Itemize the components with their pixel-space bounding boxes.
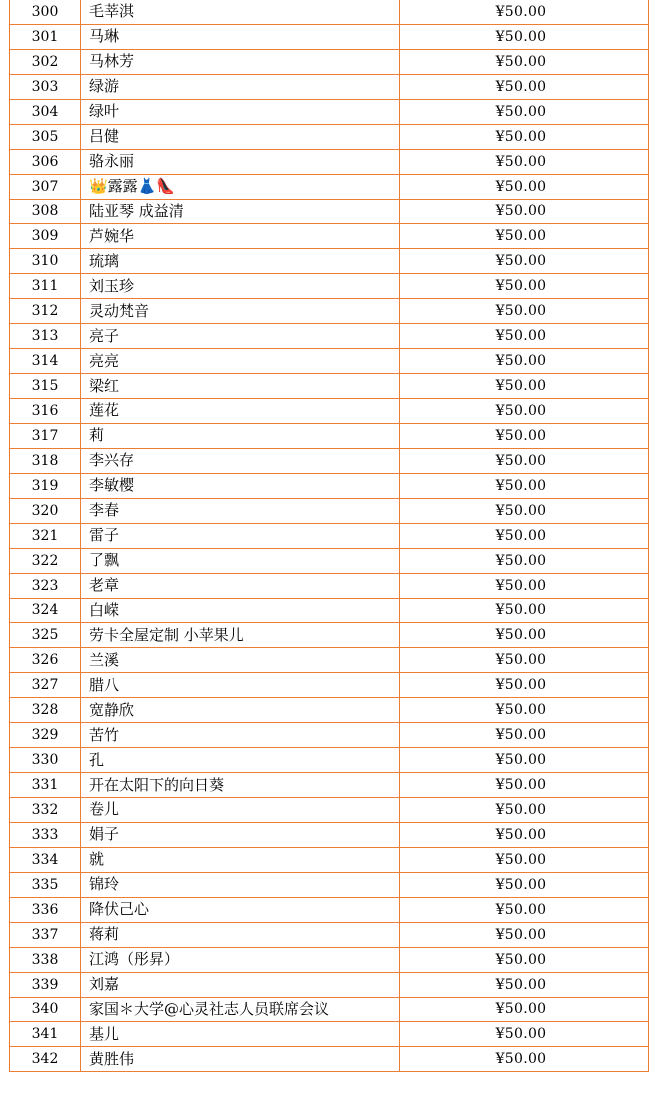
donor-name-cell: 吕健 <box>81 124 400 149</box>
table-row <box>10 847 649 872</box>
amount-cell: ¥50.00 <box>400 573 649 598</box>
donor-name-cell: 马琳 <box>81 24 400 49</box>
table-row <box>10 523 649 548</box>
row-number-cell: 311 <box>10 274 81 299</box>
row-number-cell: 328 <box>10 698 81 723</box>
amount-cell: ¥50.00 <box>400 124 649 149</box>
row-number-cell: 307 <box>10 174 81 199</box>
donor-name-cell: 降伏己心 <box>81 897 400 922</box>
row-number-cell: 323 <box>10 573 81 598</box>
table-row <box>10 623 649 648</box>
donor-name-cell: 家国＊大学@心灵社志人员联席会议 <box>81 997 400 1022</box>
row-number-cell: 342 <box>10 1047 81 1072</box>
table-row <box>10 798 649 823</box>
donor-name-cell: 卷儿 <box>81 798 400 823</box>
donor-name-cell: 亮子 <box>81 324 400 349</box>
amount-cell: ¥50.00 <box>400 798 649 823</box>
amount-cell: ¥50.00 <box>400 349 649 374</box>
table-row <box>10 698 649 723</box>
table-row <box>10 224 649 249</box>
row-number-cell: 337 <box>10 922 81 947</box>
donor-name-cell: 兰溪 <box>81 648 400 673</box>
table-row <box>10 723 649 748</box>
table-row <box>10 1022 649 1047</box>
donor-name-cell: 苦竹 <box>81 723 400 748</box>
table-row <box>10 673 649 698</box>
amount-cell: ¥50.00 <box>400 947 649 972</box>
donor-name-cell: 亮亮 <box>81 349 400 374</box>
donor-name-cell: 锦玲 <box>81 872 400 897</box>
row-number-cell: 312 <box>10 299 81 324</box>
amount-cell: ¥50.00 <box>400 847 649 872</box>
donor-name-cell: 绿游 <box>81 74 400 99</box>
amount-cell: ¥50.00 <box>400 822 649 847</box>
amount-cell: ¥50.00 <box>400 523 649 548</box>
donor-name-cell: 了飘 <box>81 548 400 573</box>
row-number-cell: 314 <box>10 349 81 374</box>
amount-cell: ¥50.00 <box>400 324 649 349</box>
amount-cell: ¥50.00 <box>400 698 649 723</box>
row-number-cell: 331 <box>10 773 81 798</box>
table-row <box>10 99 649 124</box>
donor-name-cell: 李兴存 <box>81 448 400 473</box>
donor-name-cell: 李敏樱 <box>81 473 400 498</box>
amount-cell: ¥50.00 <box>400 773 649 798</box>
amount-cell: ¥50.00 <box>400 623 649 648</box>
amount-cell: ¥50.00 <box>400 0 649 24</box>
amount-cell: ¥50.00 <box>400 448 649 473</box>
amount-cell: ¥50.00 <box>400 1022 649 1047</box>
row-number-cell: 308 <box>10 199 81 224</box>
amount-cell: ¥50.00 <box>400 972 649 997</box>
row-number-cell: 339 <box>10 972 81 997</box>
table-row <box>10 174 649 199</box>
row-number-cell: 310 <box>10 249 81 274</box>
row-number-cell: 300 <box>10 0 81 24</box>
donor-name-cell: 马林芳 <box>81 49 400 74</box>
row-number-cell: 329 <box>10 723 81 748</box>
amount-cell: ¥50.00 <box>400 149 649 174</box>
amount-cell: ¥50.00 <box>400 498 649 523</box>
donor-name-cell: 江鸿（彤昇） <box>81 947 400 972</box>
row-number-cell: 340 <box>10 997 81 1022</box>
donor-name-cell: 刘嘉 <box>81 972 400 997</box>
donation-table <box>9 0 649 1072</box>
amount-cell: ¥50.00 <box>400 423 649 448</box>
row-number-cell: 306 <box>10 149 81 174</box>
table-row <box>10 448 649 473</box>
donor-name-cell: 孔 <box>81 748 400 773</box>
amount-cell: ¥50.00 <box>400 997 649 1022</box>
row-number-cell: 318 <box>10 448 81 473</box>
amount-cell: ¥50.00 <box>400 548 649 573</box>
table-row <box>10 249 649 274</box>
row-number-cell: 332 <box>10 798 81 823</box>
amount-cell: ¥50.00 <box>400 473 649 498</box>
table-row <box>10 947 649 972</box>
table-row <box>10 872 649 897</box>
amount-cell: ¥50.00 <box>400 399 649 424</box>
donor-name-cell: 白嵘 <box>81 598 400 623</box>
donor-name-cell: 芦婉华 <box>81 224 400 249</box>
row-number-cell: 316 <box>10 399 81 424</box>
donor-name-cell: 黄胜伟 <box>81 1047 400 1072</box>
amount-cell: ¥50.00 <box>400 49 649 74</box>
amount-cell: ¥50.00 <box>400 1047 649 1072</box>
table-row <box>10 149 649 174</box>
table-row <box>10 773 649 798</box>
table-row <box>10 423 649 448</box>
table-row <box>10 24 649 49</box>
row-number-cell: 313 <box>10 324 81 349</box>
row-number-cell: 338 <box>10 947 81 972</box>
row-number-cell: 303 <box>10 74 81 99</box>
row-number-cell: 333 <box>10 822 81 847</box>
donor-name-cell: 莉 <box>81 423 400 448</box>
amount-cell: ¥50.00 <box>400 648 649 673</box>
amount-cell: ¥50.00 <box>400 723 649 748</box>
donor-name-cell: 刘玉珍 <box>81 274 400 299</box>
amount-cell: ¥50.00 <box>400 99 649 124</box>
table-row <box>10 598 649 623</box>
amount-cell: ¥50.00 <box>400 274 649 299</box>
table-row <box>10 922 649 947</box>
row-number-cell: 324 <box>10 598 81 623</box>
table-row <box>10 822 649 847</box>
amount-cell: ¥50.00 <box>400 249 649 274</box>
table-row <box>10 399 649 424</box>
donor-name-cell: 梁红 <box>81 374 400 399</box>
amount-cell: ¥50.00 <box>400 872 649 897</box>
donor-name-cell: 雷子 <box>81 523 400 548</box>
donor-name-cell: 琉璃 <box>81 249 400 274</box>
row-number-cell: 317 <box>10 423 81 448</box>
table-row <box>10 124 649 149</box>
row-number-cell: 319 <box>10 473 81 498</box>
row-number-cell: 302 <box>10 49 81 74</box>
donor-name-cell: 老章 <box>81 573 400 598</box>
table-row <box>10 74 649 99</box>
donor-name-cell: 基儿 <box>81 1022 400 1047</box>
donor-name-cell: 👑露露👗👠 <box>81 174 400 199</box>
donor-name-cell: 莲花 <box>81 399 400 424</box>
row-number-cell: 322 <box>10 548 81 573</box>
row-number-cell: 325 <box>10 623 81 648</box>
amount-cell: ¥50.00 <box>400 174 649 199</box>
amount-cell: ¥50.00 <box>400 748 649 773</box>
row-number-cell: 309 <box>10 224 81 249</box>
table-row <box>10 972 649 997</box>
row-number-cell: 321 <box>10 523 81 548</box>
table-row <box>10 648 649 673</box>
donation-list-sheet <box>9 0 649 1072</box>
table-row <box>10 548 649 573</box>
table-row <box>10 1047 649 1072</box>
table-row <box>10 897 649 922</box>
donor-name-cell: 蒋莉 <box>81 922 400 947</box>
amount-cell: ¥50.00 <box>400 598 649 623</box>
donor-name-cell: 李春 <box>81 498 400 523</box>
donor-name-cell: 开在太阳下的向日葵 <box>81 773 400 798</box>
table-row <box>10 473 649 498</box>
row-number-cell: 304 <box>10 99 81 124</box>
donor-name-cell: 腊八 <box>81 673 400 698</box>
row-number-cell: 341 <box>10 1022 81 1047</box>
row-number-cell: 301 <box>10 24 81 49</box>
donor-name-cell: 陆亚琴 成益清 <box>81 199 400 224</box>
table-row <box>10 299 649 324</box>
donor-name-cell: 就 <box>81 847 400 872</box>
donor-name-cell: 灵动梵音 <box>81 299 400 324</box>
donation-table-body <box>10 0 649 1072</box>
donor-name-cell: 骆永丽 <box>81 149 400 174</box>
row-number-cell: 315 <box>10 374 81 399</box>
table-row <box>10 49 649 74</box>
amount-cell: ¥50.00 <box>400 224 649 249</box>
row-number-cell: 327 <box>10 673 81 698</box>
row-number-cell: 305 <box>10 124 81 149</box>
table-row <box>10 199 649 224</box>
table-row <box>10 748 649 773</box>
amount-cell: ¥50.00 <box>400 74 649 99</box>
table-row <box>10 274 649 299</box>
table-row <box>10 997 649 1022</box>
table-row <box>10 0 649 24</box>
amount-cell: ¥50.00 <box>400 374 649 399</box>
amount-cell: ¥50.00 <box>400 897 649 922</box>
amount-cell: ¥50.00 <box>400 199 649 224</box>
table-row <box>10 374 649 399</box>
table-row <box>10 498 649 523</box>
donor-name-cell: 劳卡全屋定制 小苹果儿 <box>81 623 400 648</box>
amount-cell: ¥50.00 <box>400 922 649 947</box>
donor-name-cell: 绿叶 <box>81 99 400 124</box>
donor-name-cell: 宽静欣 <box>81 698 400 723</box>
row-number-cell: 330 <box>10 748 81 773</box>
donor-name-cell: 娟子 <box>81 822 400 847</box>
amount-cell: ¥50.00 <box>400 24 649 49</box>
table-row <box>10 349 649 374</box>
amount-cell: ¥50.00 <box>400 673 649 698</box>
row-number-cell: 334 <box>10 847 81 872</box>
amount-cell: ¥50.00 <box>400 299 649 324</box>
table-row <box>10 324 649 349</box>
row-number-cell: 320 <box>10 498 81 523</box>
row-number-cell: 336 <box>10 897 81 922</box>
row-number-cell: 326 <box>10 648 81 673</box>
table-row <box>10 573 649 598</box>
donor-name-cell: 毛莘淇 <box>81 0 400 24</box>
row-number-cell: 335 <box>10 872 81 897</box>
